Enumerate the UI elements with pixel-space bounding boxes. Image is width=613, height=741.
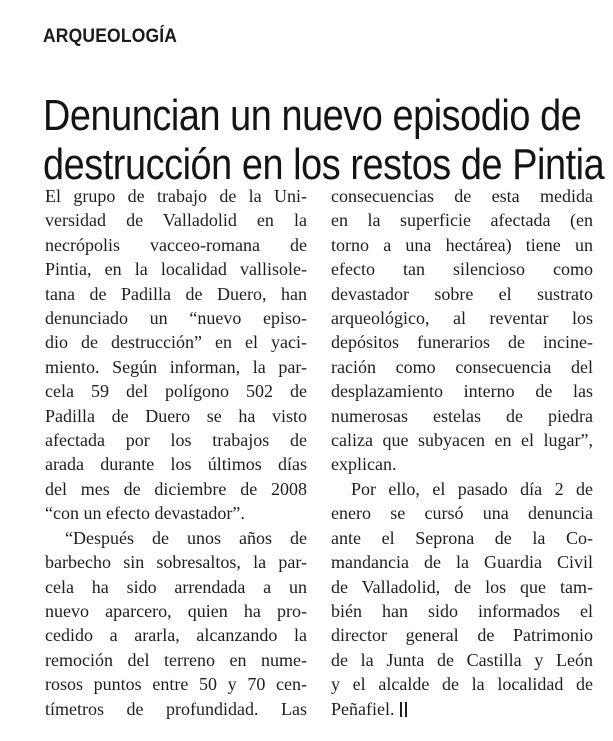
text-line: devastador sobre el sustrato: [331, 283, 593, 304]
text-line: mandancia de la Guardia Civil: [331, 552, 593, 573]
text-line: enero se cursó una denuncia: [331, 503, 593, 524]
text-line: efecto tan silencioso como: [331, 259, 593, 280]
text-line: “Después de unos años de: [65, 527, 307, 548]
text-line: torno a una hectárea) tiene un: [331, 234, 593, 255]
text-line: Padilla de Duero se ha visto: [45, 405, 307, 426]
text-line: cela 59 del polígono 502 de: [45, 381, 307, 402]
text-line: tímetros de profundidad. Las: [45, 698, 307, 719]
text-line: cedido a ararla, alcanzando la: [45, 625, 307, 646]
text-line: afectada por los trabajos de: [45, 430, 307, 451]
final-line-text: Peñafiel.: [331, 698, 395, 719]
text-line: Pintia, en la localidad vallisole-: [45, 259, 307, 280]
text-line: depósitos funerarios de incine-: [331, 332, 593, 353]
text-line: ante el Seprona de la Co-: [331, 527, 593, 548]
text-line: bién han sido informados el: [331, 600, 593, 621]
text-line: Por ello, el pasado día 2 de: [351, 478, 593, 499]
text-line: en la superficie afectada (en: [331, 210, 593, 231]
text-line: necrópolis vacceo-romana de: [45, 234, 307, 255]
text-line: [331, 697, 593, 721]
article-headline: [43, 91, 605, 190]
text-line: arada durante los últimos días: [45, 454, 307, 475]
article-column-right: [331, 184, 593, 721]
text-line: numerosas estelas de piedra: [331, 405, 593, 426]
headline-line: destrucción en los restos de Pintia: [43, 140, 605, 190]
end-of-article-mark: [400, 702, 407, 717]
text-line: “con un efecto devastador”.: [45, 503, 245, 524]
text-line: El grupo de trabajo de la Uni-: [45, 186, 307, 206]
text-line: caliza que subyacen en el lugar”,: [331, 430, 593, 451]
text-line: remoción del terreno en nume-: [45, 649, 307, 670]
text-line: director general de Patrimonio: [331, 625, 593, 646]
text-line: desplazamiento interno de las: [331, 381, 593, 402]
text-line: y el alcalde de la localidad de: [331, 674, 593, 695]
text-line: de la Junta de Castilla y León: [331, 649, 593, 670]
text-line: ración como consecuencia del: [331, 356, 593, 377]
text-line: del mes de diciembre de 2008: [45, 478, 307, 499]
text-line: miento. Según informan, la par-: [45, 356, 307, 377]
text-line: dio de destrucción” en el yaci-: [45, 332, 307, 353]
article-column-left: [45, 184, 307, 721]
text-line: versidad de Valladolid en la: [45, 210, 307, 231]
text-line: de Valladolid, de los que tam-: [331, 576, 593, 597]
text-line: denunciado un “nuevo episo-: [45, 308, 307, 329]
text-line: barbecho sin sobresaltos, la par-: [45, 552, 307, 573]
text-line: tana de Padilla de Duero, han: [45, 283, 307, 304]
text-line: consecuencias de esta medida: [331, 186, 593, 206]
section-label: ARQUEOLOGÍA: [43, 26, 178, 47]
text-line: cela ha sido arrendada a un: [45, 576, 307, 597]
text-line: nuevo aparcero, quien ha pro-: [45, 600, 307, 621]
headline-line: Denuncian un nuevo episodio de: [43, 91, 582, 141]
text-line: arqueológico, al reventar los: [331, 308, 593, 329]
text-line: explican.: [331, 454, 397, 475]
text-line: rosos puntos entre 50 y 70 cen-: [45, 674, 307, 695]
